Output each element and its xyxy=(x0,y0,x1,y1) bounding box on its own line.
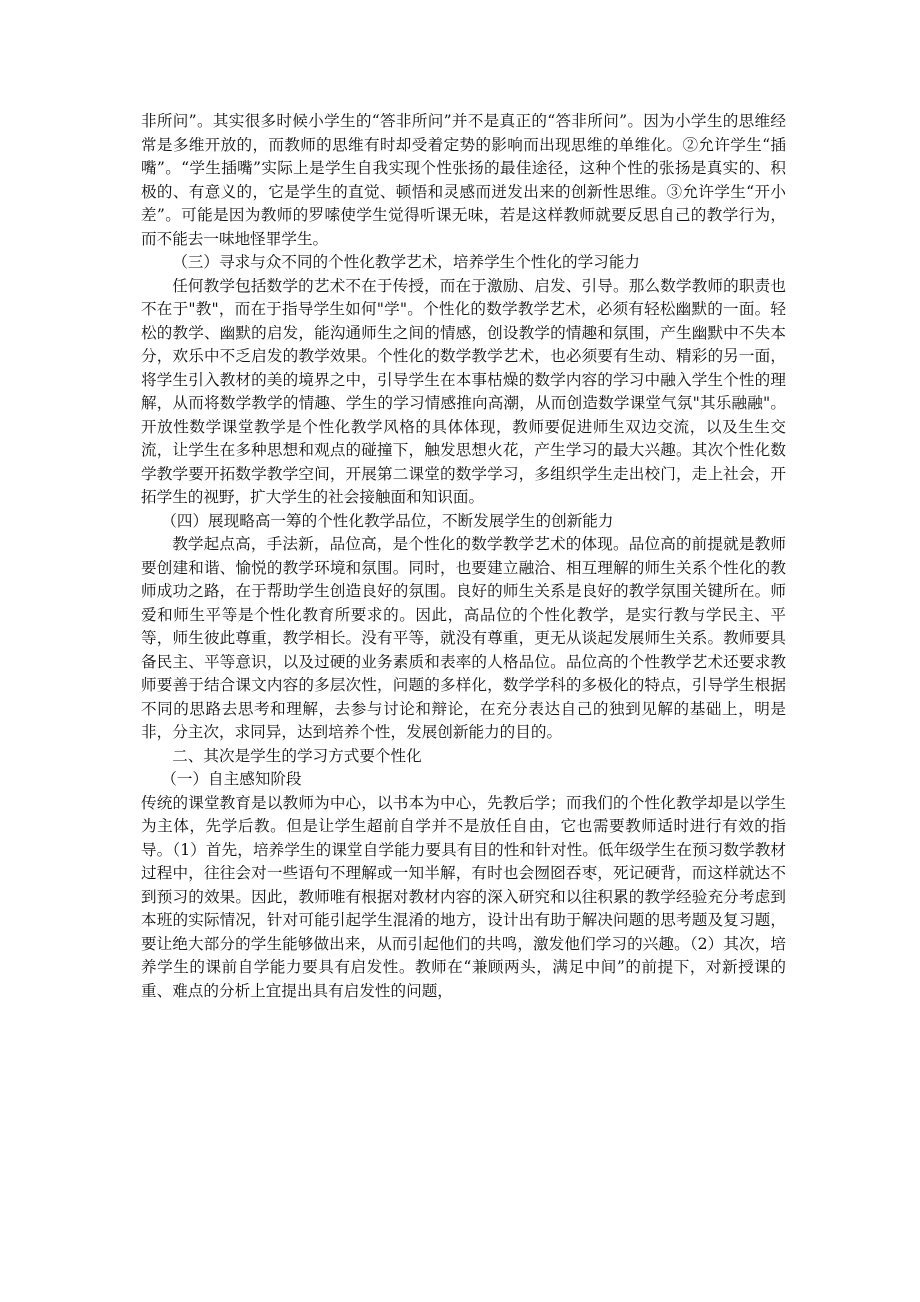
paragraph-continuation: 非所问”。其实很多时候小学生的“答非所问”并不是真正的“答非所问”。因为小学生的思维经常是多维开放的，而教师的思维有时却受着定势的影响而出现思维的单维化。②允许学生“插嘴”。“学生插嘴”实际上是学生自我实现个性张扬的最佳途径，这种个性的张扬是真实的、积极的、有意义的，它是学生的直觉、顿悟和灵感而迸发出来的创新性思维。③允许学生“开小差”。可能是因为教师的罗嗦使学生觉得听课无味，若是这样教师就要反思自己的教学行为，而不能去一味地怪罪学生。 xyxy=(141,112,786,248)
section-heading-3: （三）寻求与众不同的个性化教学艺术，培养学生个性化的学习能力 xyxy=(172,253,641,271)
section-heading-4: （四）展现略高一筹的个性化教学品位，不断发展学生的创新能力 xyxy=(161,511,614,530)
paragraph-self-learning: 传统的课堂教育是以教师为中心，以书本为中心，先教后学；而我们的个性化教学却是以学生为主体，先学后教。但是让学生超前自学并不是放任自由，它也需要教师适时进行有效的指导。（1）首先，培养学生的课堂自学能力要具有目的性和针对性。低年级学生在预习数学教材过程中，往往会对一些语句不理解或一知半解，有时也会囫囵吞枣，死记硬背，而这样就达不到预习的效果。因此，教师唯有根据对教材内容的深入研究和以往积累的教学经验充分考虑到本班的实际情况，针对可能引起学生混淆的地方，设计出有助于解决问题的思考题及复习题，要让绝大部分的学生能够做出来，从而引起他们的共鸣，激发他们学习的兴趣。（2）其次，培养学生的课前自学能力要具有启发性。教师在“兼顾两头，满足中间”的前提下，对新授课的重、难点的分析上宜提出具有启发性的问题， xyxy=(141,793,786,1000)
subsection-heading-1: （一）自主感知阶段 xyxy=(161,770,302,788)
chapter-heading-2: 二、其次是学生的学习方式要个性化 xyxy=(172,746,422,765)
paragraph-teaching-art: 任何教学包括数学的艺术不在于传授，而在于激励、启发、引导。那么数学教师的职责也不在于"教"，而在于指导学生如何"学"。个性化的数学教学艺术，必须有轻松幽默的一面。轻松的教学、幽默的启发，能沟通师生之间的情感，创设教学的情趣和氛围，产生幽默中不失本分，欢乐中不乏启发的教学效果。个性化的数学教学艺术，也必须要有生动、精彩的另一面，将学生引入教材的美的境界之中，引导学生在本事枯燥的数学内容的学习中融入学生个性的理解，从而将数学教学的情趣、学生的学习情感推向高潮，从而创造数学课堂气氛"其乐融融"。开放性数学课堂教学是个性化教学风格的具体体现，教师要促进师生双边交流，以及生生交流，让学生在多种思想和观点的碰撞下，触发思想火花，产生学习的最大兴趣。其次个性化数学教学要开拓数学教学空间，开展第二课堂的数学学习，多组织学生走出校门，走上社会，开拓学生的视野，扩大学生的社会接触面和知识面。 xyxy=(141,276,786,506)
document-page xyxy=(141,110,786,1003)
paragraph-teaching-taste: 教学起点高，手法新，品位高，是个性化的数学教学艺术的体现。品位高的前提就是教师要创建和谐、愉悦的教学环境和氛围。同时，也要建立融洽、相互理解的师生关系个性化的教师成功之路，在于帮助学生创造良好的氛围。良好的师生关系是良好的教学氛围关键所在。师爱和师生平等是个性化教育所要求的。因此，高品位的个性化教学，是实行教与学民主、平等，师生彼此尊重，教学相长。没有平等，就没有尊重，更无从谈起发展师生关系。教师要具备民主、平等意识，以及过硬的业务素质和表率的人格品位。品位高的个性教学艺术还要求教师要善于结合课文内容的多层次性，问题的多样化，数学学科的多极化的特点，引导学生根据不同的思路去思考和理解，去参与讨论和辩论，在充分表达自己的独到见解的基础上，明是非，分主次，求同异，达到培养个性，发展创新能力的目的。 xyxy=(141,535,786,741)
